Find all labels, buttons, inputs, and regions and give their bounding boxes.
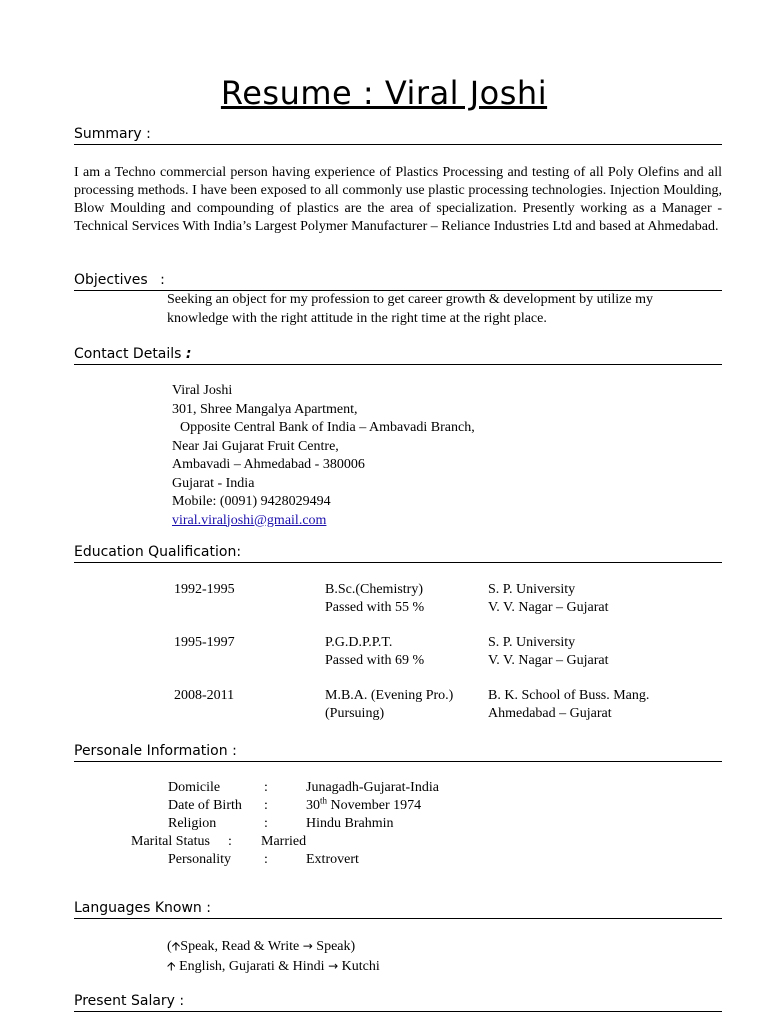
contact-address-line: Opposite Central Bank of India – Ambavadi Branch, — [180, 420, 475, 435]
personal-sep: : — [228, 834, 232, 849]
contact-block — [172, 382, 475, 530]
education-institution-name: B. K. School of Buss. Mang. — [488, 688, 650, 703]
contact-address-line: 301, Shree Mangalya Apartment, — [172, 401, 358, 417]
objectives-colon: : — [160, 272, 165, 288]
languages-open-paren: ( — [167, 939, 172, 954]
education-institution-place: V. V. Nagar – Gujarat — [488, 600, 609, 615]
education-heading — [74, 542, 722, 563]
contact-address-line: Gujarat - India — [172, 475, 255, 491]
languages-heading-text: Languages Known : — [74, 900, 211, 916]
education-degree — [325, 687, 453, 723]
contact-heading — [74, 344, 722, 365]
personal-value: Extrovert — [306, 852, 359, 867]
dob-rest: November 1974 — [327, 798, 422, 813]
up-arrow-icon: 🡩 — [167, 959, 176, 973]
languages-line-2 — [167, 957, 380, 976]
objectives-line-2: knowledge with the right attitude in the right time at the right place. — [167, 311, 547, 326]
education-institution — [488, 634, 609, 670]
education-institution-name: S. P. University — [488, 582, 576, 597]
personal-sep: : — [264, 816, 268, 831]
contact-colon: : — [185, 346, 192, 362]
contact-mobile: Mobile: (0091) 9428029494 — [172, 494, 331, 509]
education-degree-name: P.G.D.P.P.T. — [325, 635, 393, 650]
personal-heading — [74, 741, 722, 762]
up-arrow-icon: 🡩 — [171, 939, 181, 953]
objectives-heading — [74, 270, 722, 291]
personal-value: Hindu Brahmin — [306, 816, 394, 831]
languages-line-1 — [167, 937, 355, 956]
education-degree — [325, 634, 424, 670]
personal-value: Married — [261, 834, 307, 849]
personal-label: Date of Birth — [168, 798, 242, 813]
education-degree-name: B.Sc.(Chemistry) — [325, 582, 423, 597]
contact-name: Viral Joshi — [172, 383, 233, 398]
right-arrow-icon: → — [302, 939, 313, 953]
objectives-heading-text: Objectives — [74, 272, 148, 288]
languages-heading — [74, 898, 722, 919]
languages-list-tail: Kutchi — [338, 959, 380, 974]
objectives-text — [167, 290, 727, 328]
contact-address-line: Near Jai Gujarat Fruit Centre, — [172, 438, 339, 454]
education-degree-name: M.B.A. (Evening Pro.) — [325, 688, 454, 703]
education-years: 1992-1995 — [174, 582, 235, 597]
languages-abilities: Speak, Read & Write — [180, 939, 303, 954]
personal-sep: : — [264, 798, 268, 813]
personal-value: Junagadh-Gujarat-India — [306, 780, 439, 795]
right-arrow-icon: → — [328, 959, 339, 973]
summary-text: I am a Techno commercial person having experience of Plastics Processing and testing of all Poly Olefins and all processing methods. I have been exposed to all commonly use plastic processing technologies. Injection Moulding, Blow Moulding and compounding of plastics are the area of specialization. Presently working as a Manager - Technical Services With India’s Largest Polymer Manufacturer – Reliance Industries Ltd and based at Ahmedabad. — [74, 165, 722, 234]
personal-label: Marital Status — [131, 834, 210, 849]
contact-address-line: Ambavadi – Ahmedabad - 380006 — [172, 457, 365, 472]
education-institution-place: Ahmedabad – Gujarat — [488, 706, 612, 721]
personal-label: Religion — [168, 816, 217, 831]
personal-sep: : — [264, 780, 268, 795]
education-institution — [488, 687, 649, 723]
salary-heading-text: Present Salary : — [74, 993, 185, 1009]
education-years: 2008-2011 — [174, 688, 235, 703]
salary-heading — [74, 991, 722, 1012]
languages-abilities-tail: Speak) — [312, 939, 356, 954]
education-institution-place: V. V. Nagar – Gujarat — [488, 653, 609, 668]
personal-value — [306, 797, 421, 815]
dob-day: 30 — [306, 798, 320, 813]
personal-heading-text: Personale Information : — [74, 743, 237, 759]
contact-heading-text: Contact Details — [74, 346, 182, 362]
education-degree-note: Passed with 69 % — [325, 653, 425, 668]
dob-suffix: th — [320, 795, 328, 806]
education-institution-name: S. P. University — [488, 635, 576, 650]
education-heading-text: Education Qualification: — [74, 544, 242, 560]
page-title: Resume : Viral Joshi — [220, 74, 548, 112]
summary-heading — [74, 124, 722, 145]
education-degree-note: Passed with 55 % — [325, 600, 425, 615]
languages-list: English, Gujarati & Hindi — [175, 959, 329, 974]
education-institution — [488, 581, 609, 617]
contact-email-link[interactable]: viral.viraljoshi@gmail.com — [172, 512, 327, 528]
personal-label: Domicile — [168, 780, 221, 795]
personal-sep: : — [264, 852, 268, 867]
education-years: 1995-1997 — [174, 635, 235, 650]
summary-heading-text: Summary : — [74, 126, 151, 142]
education-degree — [325, 581, 424, 617]
education-degree-note: (Pursuing) — [325, 706, 385, 721]
objectives-line-1: Seeking an object for my profession to get career growth & development by utilize my — [167, 292, 653, 307]
personal-label: Personality — [168, 852, 231, 867]
